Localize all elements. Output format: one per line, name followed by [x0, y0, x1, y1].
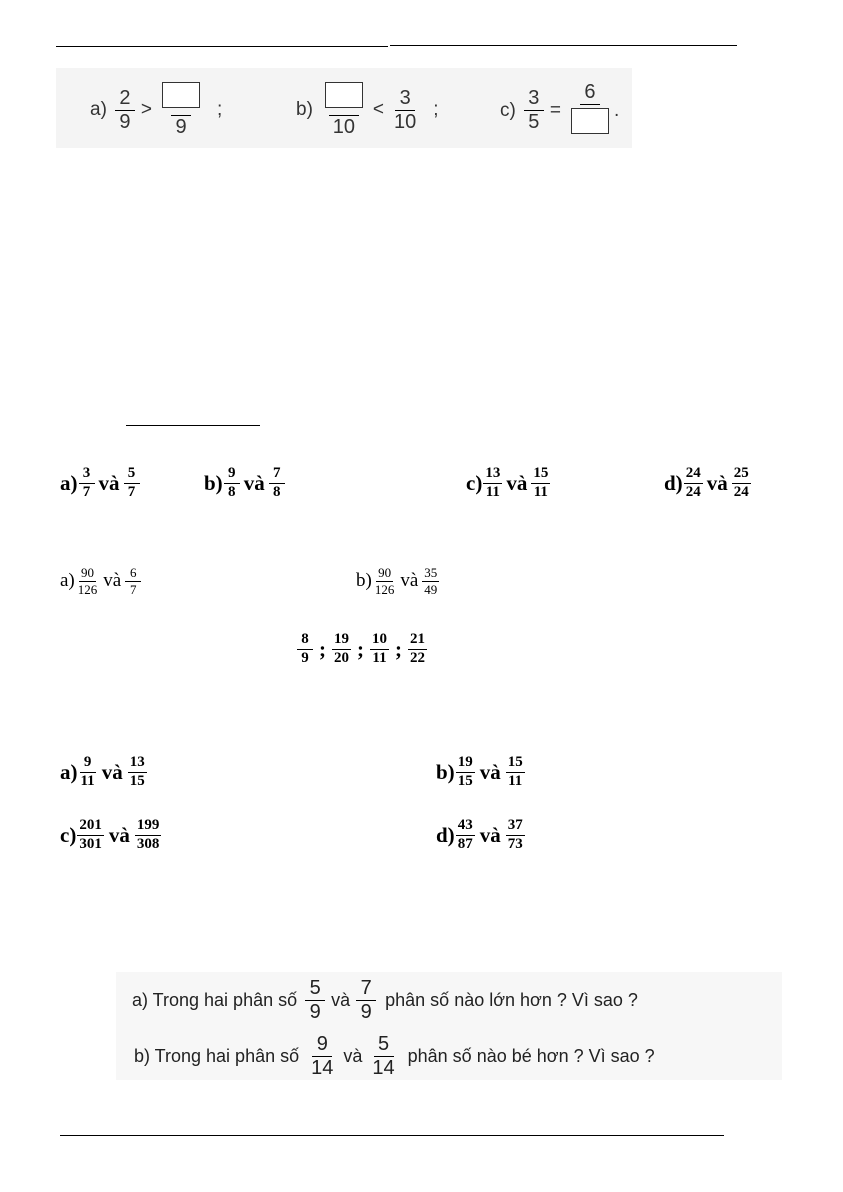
fraction: $\frac{3}{5}$ [524, 88, 544, 133]
fraction-sequence [296, 632, 428, 667]
connector: và [479, 822, 501, 847]
separator: ; [217, 99, 223, 120]
question-prefix: a) Trong hai phân số [132, 990, 298, 1010]
item-label: a) [60, 470, 78, 495]
compare-sign: = [549, 99, 561, 121]
connector: và [506, 470, 528, 495]
question-suffix: phân số nào lớn hơn ? Vì sao ? [385, 990, 638, 1010]
fraction: $\frac{6}{7}$ [125, 566, 141, 596]
part-label: c) [500, 99, 516, 121]
fraction: $\frac{25}{24}$ [733, 465, 749, 500]
exercise-part-c [500, 82, 619, 139]
item-label: b) [204, 470, 223, 495]
fraction: $\frac{24}{24}$ [685, 465, 701, 500]
separator: ; [319, 636, 326, 661]
fraction: $\frac{13}{15}$ [129, 754, 145, 789]
fraction: $\frac{90}{126}$ [77, 565, 98, 597]
connector: và [479, 759, 501, 784]
compare3-c [60, 818, 162, 853]
connector: và [243, 470, 265, 495]
item-label: b) [356, 570, 372, 592]
fraction: $\frac{5}{7}$ [124, 466, 140, 501]
fraction: $\frac{9}{14}$ [311, 1033, 334, 1079]
compare1-d [664, 466, 752, 501]
item-label: a) [60, 570, 75, 592]
fraction: $\frac{37}{73}$ [507, 817, 523, 852]
question-a [132, 978, 638, 1023]
blank-box[interactable] [571, 108, 609, 134]
footer-rule [60, 1135, 724, 1136]
connector: và [400, 570, 419, 592]
connector: và [331, 990, 351, 1010]
fraction: $\frac{199}{308}$ [136, 817, 160, 852]
connector: và [706, 470, 728, 495]
connector: và [108, 822, 130, 847]
fraction: $\frac{3}{7}$ [79, 466, 95, 501]
fraction-blank: 10 [321, 82, 367, 138]
connector: và [343, 1046, 363, 1066]
exercise-fill-blank [56, 68, 632, 148]
separator: ; [395, 636, 402, 661]
question-suffix: phân số nào bé hơn ? Vì sao ? [407, 1046, 655, 1066]
compare-sign: < [372, 99, 385, 120]
connector: và [103, 570, 122, 592]
separator: ; [433, 99, 439, 120]
item-label: b) [436, 759, 455, 784]
compare3-d [436, 818, 526, 853]
item-label: c) [466, 470, 483, 495]
fraction: $\frac{13}{11}$ [485, 465, 501, 500]
item-label: a) [60, 759, 78, 784]
fraction: $\frac{201}{301}$ [79, 817, 102, 852]
fraction: $\frac{7}{8}$ [269, 466, 285, 501]
fraction: $\frac{15}{11}$ [507, 754, 523, 789]
fraction: $\frac{2}{9}$ [115, 88, 135, 133]
compare1-c [466, 466, 551, 501]
fraction: $\frac{15}{11}$ [533, 465, 549, 500]
compare-sign: > [140, 99, 153, 120]
question-block [116, 972, 782, 1080]
blank-box[interactable] [162, 82, 200, 108]
question-b [134, 1034, 655, 1079]
fraction: $\frac{8}{9}$ [297, 632, 313, 667]
blank-box[interactable] [325, 82, 363, 108]
separator: ; [357, 636, 364, 661]
fraction: $\frac{5}{9}$ [305, 978, 325, 1023]
connector: và [98, 470, 120, 495]
compare2-a [60, 566, 142, 596]
fraction: $\frac{3}{10}$ [394, 86, 417, 133]
connector: và [101, 759, 123, 784]
compare1-b [204, 466, 286, 501]
compare3-a [60, 755, 148, 790]
fraction: $\frac{9}{11}$ [80, 754, 95, 789]
part-label: b) [296, 99, 313, 120]
exercise-part-a [90, 82, 227, 138]
compare2-b [356, 566, 440, 596]
fraction: $\frac{10}{11}$ [372, 631, 387, 666]
header-rule-left [56, 46, 388, 47]
fraction: $\frac{21}{22}$ [410, 631, 425, 666]
fraction-blank: 6 [567, 82, 613, 139]
part-label: a) [90, 99, 107, 120]
end-mark: . [613, 99, 620, 121]
fraction-blank: 9 [158, 82, 204, 138]
fraction: $\frac{19}{15}$ [457, 754, 473, 789]
question-prefix: b) Trong hai phân số [134, 1046, 300, 1066]
header-rule-right [390, 45, 737, 46]
fraction: $\frac{90}{126}$ [374, 565, 395, 597]
item-label: d) [664, 470, 683, 495]
item-label: d) [436, 822, 455, 847]
fraction: $\frac{5}{14}$ [372, 1033, 395, 1079]
section-underline [126, 425, 260, 426]
fraction: $\frac{35}{49}$ [424, 565, 438, 597]
fraction: $\frac{7}{9}$ [356, 978, 376, 1023]
item-label: c) [60, 822, 77, 847]
fraction: $\frac{43}{87}$ [457, 817, 473, 852]
fraction: $\frac{19}{20}$ [334, 631, 349, 666]
compare3-b [436, 755, 526, 790]
fraction: $\frac{9}{8}$ [224, 466, 240, 501]
exercise-part-b [296, 82, 444, 138]
compare1-a [60, 466, 141, 501]
